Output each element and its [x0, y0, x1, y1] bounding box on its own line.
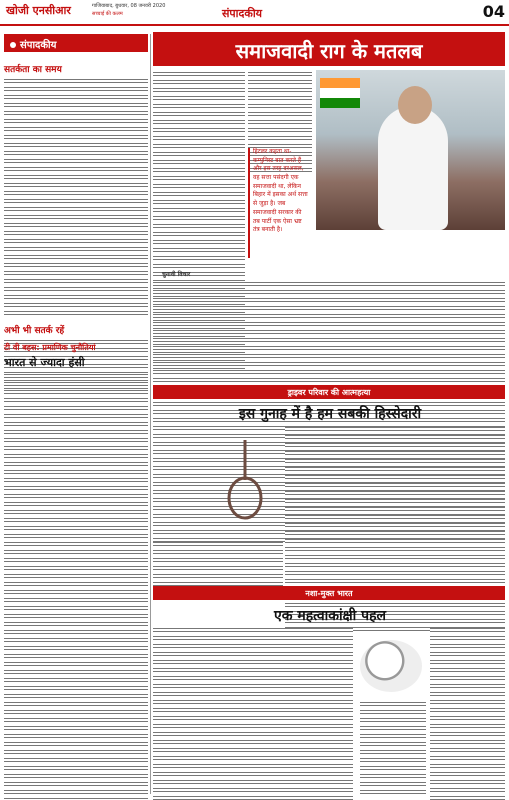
left-first-heading: सतर्कता का समय — [4, 65, 62, 75]
left-second-heading: अभी भी सतर्क रहें — [4, 326, 65, 336]
left-first-article-body — [4, 79, 148, 317]
person-head — [398, 86, 432, 124]
pill-icon — [360, 640, 422, 692]
article-byline: चुनावी विचार — [162, 271, 191, 278]
page-number: 04 — [482, 2, 505, 21]
masthead — [0, 0, 509, 26]
left-bottom-body — [4, 374, 148, 800]
main-headline: समाजवादी राग के मतलब — [235, 39, 423, 63]
column-divider — [150, 34, 151, 794]
pull-quote: हिटलर कहता था- कम्युनिस्ट बात करते हैं और इस तरह दरअसल, वह सत्ता पसंदगी एक समाजवादी था, लेकिन बिहार में इसका अर्थ सत्ता से जुड़ा है। जब समाजवादी सरकार की तब पार्टी एक ऐसा भ्रष्ट तंत्र बनाती है। — [248, 148, 308, 258]
middle-section-band — [153, 385, 505, 399]
middle-headline: इस गुनाह में है हम सबकी हिस्सेदारी — [238, 406, 422, 422]
bottom-article-col-3 — [360, 700, 426, 798]
section-title: संपादकीय — [222, 7, 263, 20]
bottom-headline: एक महत्वाकांक्षी पहल — [273, 608, 387, 624]
tagline: सच्चाई की कलम — [92, 11, 123, 17]
brand-logo: खोजी एनसीआर — [6, 4, 71, 17]
left-section-band — [4, 34, 148, 52]
noose-icon — [210, 440, 280, 530]
bottom-article-col-1 — [153, 626, 353, 800]
left-bottom-heading: भारत से ज्यादा हंसी — [4, 356, 85, 369]
bullet-icon — [10, 42, 16, 48]
left-bottom-article — [4, 342, 148, 800]
flag-icon — [320, 78, 360, 108]
left-bottom-kicker: टी वी बहस: प्रमाणिक चुनौतियां — [4, 343, 96, 352]
bottom-article-col-2 — [430, 626, 505, 800]
left-section-label: संपादकीय — [20, 40, 57, 51]
date-line: गाजियाबाद, बुधवार, 08 जनवरी 2020 — [92, 3, 166, 9]
main-headline-band — [153, 32, 505, 66]
middle-section-label: ड्राइवर परिवार की आत्महत्या — [287, 388, 371, 397]
bottom-section-band — [153, 586, 505, 600]
middle-article-body — [285, 425, 505, 635]
bottom-section-label: नशा-मुक्त भारत — [305, 589, 353, 598]
middle-article-body-left — [153, 540, 283, 590]
leader-photo — [316, 70, 505, 230]
person-figure — [378, 106, 448, 230]
